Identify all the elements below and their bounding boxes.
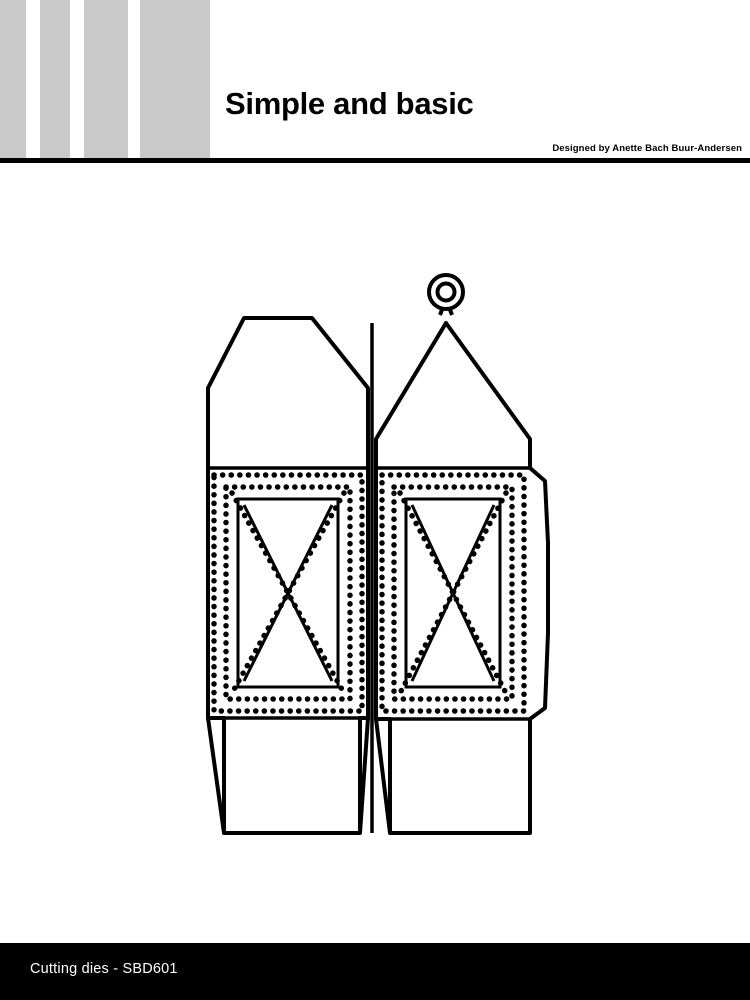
brand-title: Simple and basic	[225, 86, 474, 121]
header-stripe	[128, 0, 140, 163]
page-footer	[0, 943, 750, 1000]
header-stripe	[40, 0, 70, 163]
designer-credit: Designed by Anette Bach Buur-Andersen	[552, 143, 742, 154]
hanger-ring	[429, 275, 463, 315]
artwork-area	[0, 163, 750, 943]
header-stripe	[84, 0, 128, 163]
header-stripe	[0, 0, 26, 163]
header-stripe	[26, 0, 40, 163]
product-caption: Cutting dies - SBD601	[30, 961, 178, 977]
header-stripe	[70, 0, 84, 163]
left-panel-outline	[208, 318, 368, 833]
brand-panel	[210, 0, 750, 158]
page-header	[0, 0, 750, 163]
lantern-die-illustration	[0, 163, 750, 943]
